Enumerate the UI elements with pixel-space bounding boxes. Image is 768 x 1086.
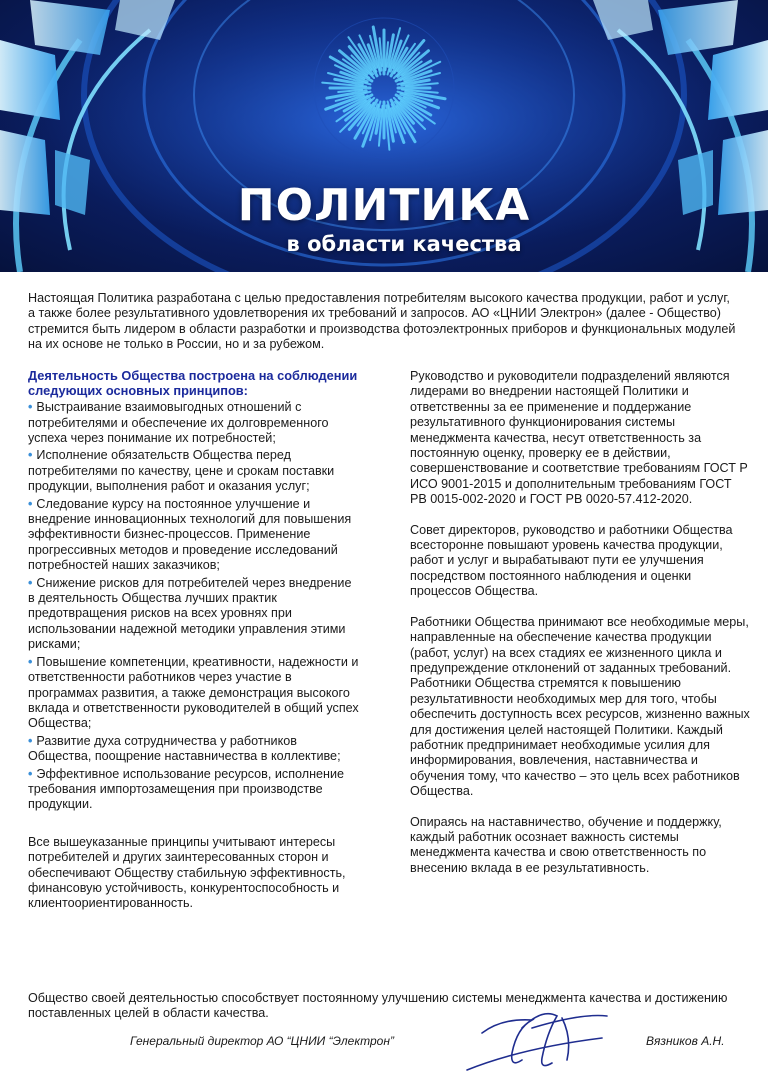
bullet-icon: • [28,400,33,415]
list-item: • Следование курсу на постоянное улучшение и внедрение инновационных технологий для повышения эффективности бизнес-процессов. Применение прогрессивных методов и проведение исследований потребностей наших заказчиков; [28,496,352,573]
bullet-icon: • [28,575,33,590]
bullet-icon: • [28,496,33,511]
list-item: • Повышение компетенции, креативности, надежности и ответственности работников через участие в программах развития, а также демонстрация высокого вклада и ответственности руководителей в общий успех Общества; [28,654,359,731]
list-item: • Развитие духа сотрудничества у работников Общества, поощрение наставничества в коллективе; [28,733,341,764]
bullet-icon: • [28,654,33,669]
principles-list [28,400,360,813]
left-column [28,369,360,927]
list-item: • Снижение рисков для потребителей через внедрение в деятельность Общества лучших практик предотвращения рисков на всех уровнях при использовании надежной методики управления этими рисками; [28,575,352,652]
principles-heading: Деятельность Общества построена на соблюдении следующих основных принципов: [28,368,358,398]
list-item: • Выстраивание взаимовыгодных отношений с потребителями и обеспечение их долговременного успеха через понимание их потребностей; [28,400,329,445]
list-item: • Эффективное использование ресурсов, исполнение требования импортозамещения при производстве продукции. [28,766,345,812]
outro-paragraph: Общество своей деятельностью способствует постоянному улучшению системы менеджмента качества и достижению поставленных целей в области качества. [28,991,728,1021]
mentoring-paragraph: Опираясь на наставничество, обучение и поддержку, каждый работник осознает важность системы менеджмента качества и свою ответственность по внесению вклада в ее результативность. [410,814,722,875]
leadership-paragraph: Руководство и руководители подразделений являются лидерами во внедрении настоящей Политики и ответственны за ее применение и поддержание результативного функционирования системы менеджмента качества, несут ответственность за постоянную оценку, проверку ее в действии, совершенствование и соответствие требованиям ГОСТ Р ИСО 9001-2015 и дополнительным требованиям ГОСТ РВ 0015-002-2020 и ГОСТ РВ 0020-57.412-2020. [410,369,748,507]
signatory-name: Вязников А.Н. [646,1034,725,1048]
bullet-icon: • [28,733,33,748]
principles-closing: Все вышеуказанные принципы учитывают интересы потребителей и других заинтересованных сторон и обеспечивают Обществу стабильную эффективность, финансовую устойчивость, конкурентоспособность и клиентоориентированность. [28,834,346,911]
page-title: ПОЛИТИКА [237,180,531,231]
intro-paragraph: Настоящая Политика разработана с целью предоставления потребителям высокого качества продукции, работ и услуг, а также более результативного удовлетворения их требований и запросов. АО «ЦНИИ Электрон» (далее - Общество) стремится быть лидером в области разработки и производства фотоэлектронных приборов и функциональных модулей на их основе не только в России, но и за рубежом. [28,291,736,352]
board-paragraph: Совет директоров, руководство и работники Общества всесторонне повышают уровень качества продукции, работ и услуг и вырабатывают пути ее улучшения посредством постоянного наблюдения и оценки процессов Общества. [410,522,733,599]
page-subtitle: в области качества [286,232,522,256]
handwritten-signature [462,998,612,1078]
hero-banner [0,0,768,272]
employees-paragraph: Работники Общества принимают все необходимые меры, направленные на обеспечение качества продукции (работ, услуг) на всех стадиях ее жизненного цикла и предупреждение отклонений от заданных требований. Работники Общества стремятся к повышению результативности необходимых мер для того, чтобы обеспечить доступность всех ресурсов, жизненно важных для достижения целей настоящей Политики. Каждый работник предпринимает необходимые усилия для информирования, вовлечения, наставничества и обучения тому, что качество – это цель всех работников Общества. [410,614,750,799]
bullet-icon: • [28,448,33,463]
right-column [410,369,750,891]
signatory-role: Генеральный директор АО “ЦНИИ “Электрон” [130,1034,394,1048]
list-item: • Исполнение обязательств Общества перед потребителями по качеству, цене и срокам поставки продукции, выполнения работ и оказания услуг; [28,448,335,494]
bullet-icon: • [28,766,33,781]
